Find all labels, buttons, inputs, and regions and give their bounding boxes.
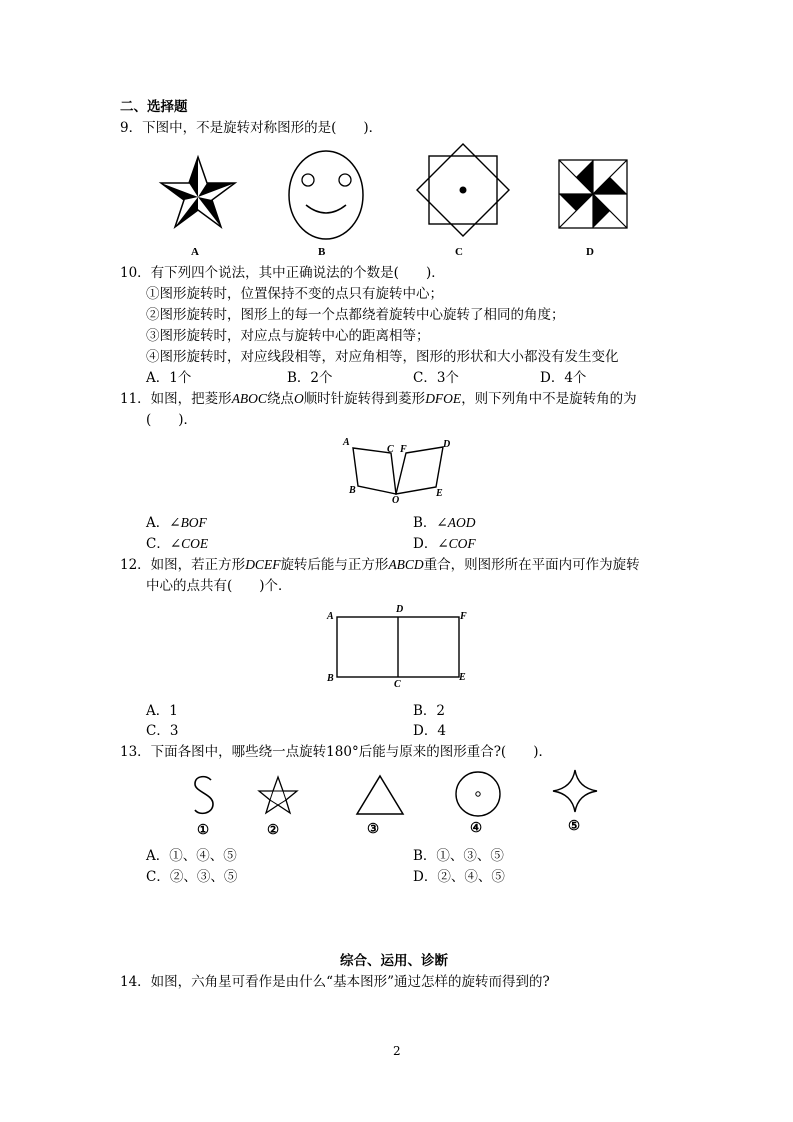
q13-label-4: ④ xyxy=(470,820,483,836)
q12-label-c: C xyxy=(394,679,401,690)
q13-s-shape-figure xyxy=(189,774,219,816)
q11-option-d: D．∠COF xyxy=(413,536,476,552)
page-number: 2 xyxy=(393,1044,401,1058)
q10-statement-4: ④图形旋转时，对应线段相等，对应角相等，图形的形状和大小都没有发生变化 xyxy=(146,349,619,365)
section-title: 二、选择题 xyxy=(120,99,188,115)
q13-circle-figure xyxy=(454,770,502,818)
q13-label-5: ⑤ xyxy=(568,818,581,834)
q10-option-a: A．1个 xyxy=(146,370,192,386)
q11-label-f: F xyxy=(400,444,407,455)
q9-label-c: C xyxy=(455,246,463,258)
q11-label-a: A xyxy=(343,437,350,448)
q12-stem-line1: 12．如图，若正方形DCEF旋转后能与正方形ABCD重合，则图形所在平面内可作为旋转 xyxy=(120,557,640,573)
q13-star-figure xyxy=(258,776,298,814)
q13-option-a: A．①、④、⑤ xyxy=(146,848,237,864)
q13-stem: 13．下面各图中，哪些绕一点旋转180°后能与原来的图形重合?( )． xyxy=(120,744,552,760)
q11-label-o: O xyxy=(392,495,400,506)
q11-option-b: B．∠AOD xyxy=(413,515,476,531)
q9-face-figure xyxy=(287,149,365,241)
q10-statement-2: ②图形旋转时，图形上的每一个点都绕着旋转中心旋转了相同的角度； xyxy=(146,307,565,323)
q12-option-d: D．4 xyxy=(413,723,446,739)
q11-label-b: B xyxy=(349,485,356,496)
q12-label-a: A xyxy=(327,611,334,622)
q12-stem-line2: 中心的点共有( )个． xyxy=(146,578,292,594)
q14-stem: 14．如图，六角星可看作是由什么“基本图形”通过怎样的旋转而得到的? xyxy=(120,974,550,990)
q13-option-c: C．②、③、⑤ xyxy=(146,869,238,885)
q9-star-figure xyxy=(158,155,238,235)
q11-label-c: C xyxy=(387,444,394,455)
q9-stem: 9．下图中，不是旋转对称图形的是( )． xyxy=(120,120,383,136)
q10-option-d: D．4个 xyxy=(540,370,587,386)
q13-option-d: D．②、④、⑤ xyxy=(413,869,505,885)
q12-option-c: C．3 xyxy=(146,723,179,739)
q12-label-d: D xyxy=(396,604,404,615)
q13-triangle-figure xyxy=(356,775,404,815)
q10-option-b: B．2个 xyxy=(287,370,333,386)
q11-label-e: E xyxy=(436,488,443,499)
q12-option-b: B．2 xyxy=(413,703,446,719)
q13-option-b: B．①、③、⑤ xyxy=(413,848,504,864)
q11-option-a: A．∠BOF xyxy=(146,515,207,531)
q9-pinwheel-figure xyxy=(558,159,628,229)
q11-option-c: C．∠COE xyxy=(146,536,209,552)
section-title-2: 综合、运用、诊断 xyxy=(340,953,448,969)
q13-label-1: ① xyxy=(197,822,210,838)
q10-stem: 10．有下列四个说法，其中正确说法的个数是( )． xyxy=(120,265,445,281)
q13-label-3: ③ xyxy=(367,821,380,837)
q12-label-e: E xyxy=(459,672,466,683)
q10-statement-1: ①图形旋转时，位置保持不变的点只有旋转中心； xyxy=(146,286,443,302)
q10-statement-3: ③图形旋转时，对应点与旋转中心的距离相等； xyxy=(146,328,430,344)
q9-squares-figure xyxy=(416,143,510,237)
q9-label-b: B xyxy=(318,246,326,258)
q12-label-f: F xyxy=(460,611,467,622)
q9-label-d: D xyxy=(586,246,594,258)
q12-squares-figure xyxy=(336,616,460,678)
q11-stem-line2: ( )． xyxy=(146,412,198,428)
q11-stem-line1: 11．如图，把菱形ABOC绕点O顺时针旋转得到菱形DFOE，则下列角中不是旋转角的为 xyxy=(120,391,637,407)
q12-option-a: A．1 xyxy=(146,703,178,719)
q9-label-a: A xyxy=(191,246,199,258)
q11-label-d: D xyxy=(443,439,451,450)
q13-four-point-star-figure xyxy=(552,769,598,813)
q10-option-c: C．3个 xyxy=(413,370,459,386)
q12-label-b: B xyxy=(327,673,334,684)
q13-label-2: ② xyxy=(267,822,280,838)
